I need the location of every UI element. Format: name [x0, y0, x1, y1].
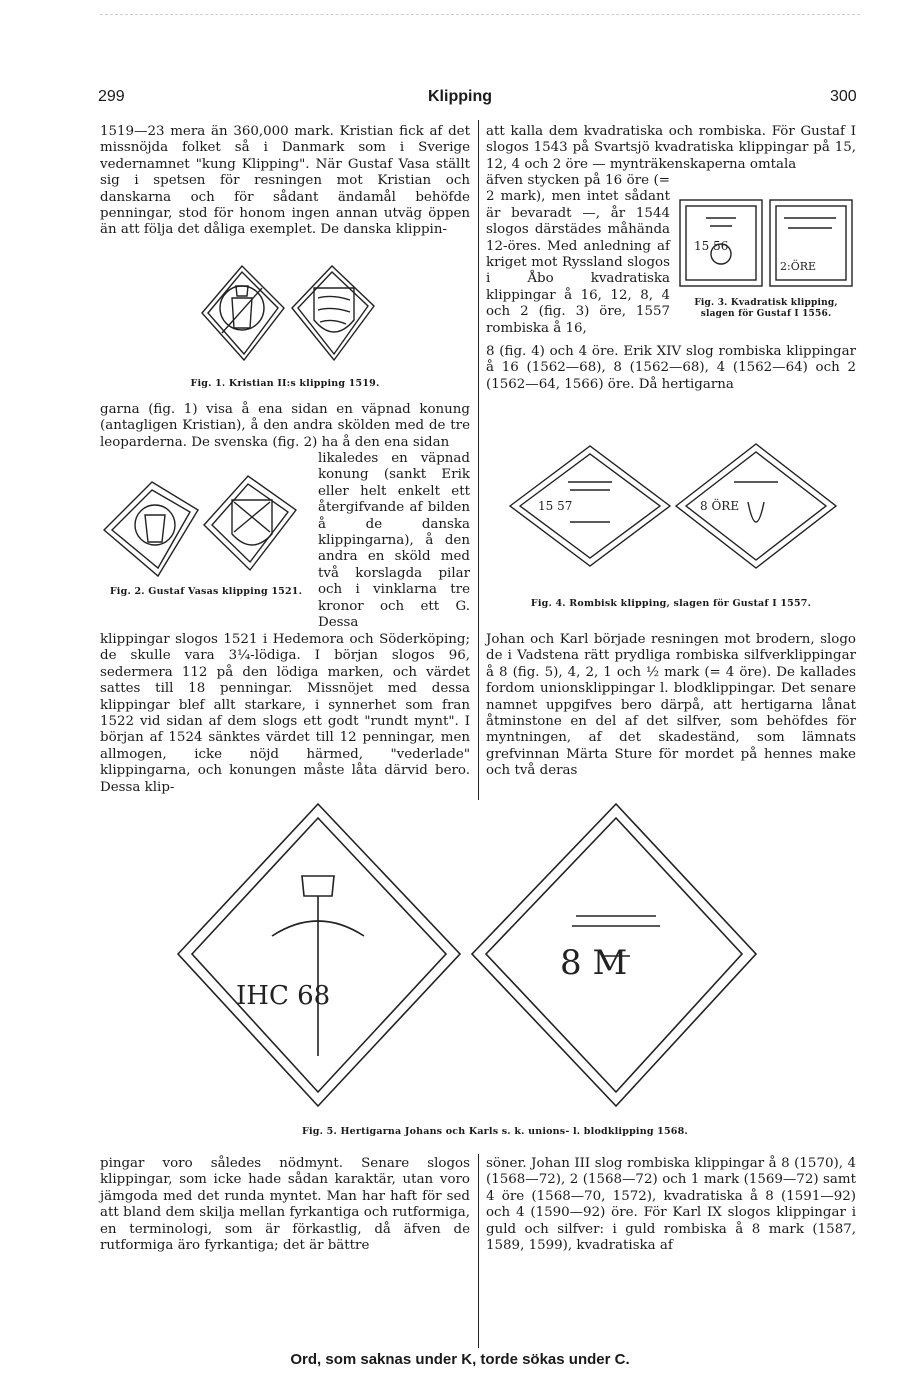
running-head: Klipping — [428, 88, 492, 105]
left-paragraph-4: klippingar slogos 1521 i Hedemora och Söderköping; de skulle vara 3¼-lödiga. I början slogos 96, sedermera 112 på den lödiga marken, och värdet sattes till 18 penningar. Missnöjet med dessa klippingar blef allt starkare, i synnerhet som fran 1522 vid sidan af dem slogs ett godt "rundt mynt". I början af 1524 sänktes värdet till 12 penningar, men allmogen, icke nöjd härmed, "vederlade" klippingarna, och konungen måste låta därvid bero. Dessa klip- — [100, 632, 470, 795]
left-paragraph-3: likaledes en väpnad konung (sankt Erik eller helt enkelt ett återgifvande af bilden å de danska klippingarna), å den andra en sköld med två korslagda pilar och i vinklarna tre kronor och ett G. Dessa — [318, 451, 470, 631]
footer-note: Ord, som saknas under K, torde sökas under C. — [290, 1351, 630, 1368]
column-rule — [478, 120, 479, 800]
fig5-caption: Fig. 5. Hertigarna Johans och Karls s. k. unions- l. blodklipping 1568. — [302, 1126, 688, 1137]
left-paragraph-1: 1519—23 mera än 360,000 mark. Kristian fick af det missnöjda folket så i Danmark som i Sverige vedernamnet "kung Klipping". När Gustaf Vasa ställt sig i spetsen för resningen mot Kristian och danskarna och för sådant ändamål behöfde penningar, stod för honom ingen annan utväg öppen än att följa det dåliga exemplet. De danska klippin- — [100, 124, 470, 238]
fig3-left-mark: 15 56 — [694, 239, 729, 253]
fig3-caption: Fig. 3. Kvadratisk klipping, slagen för Gustaf I 1556. — [694, 298, 838, 319]
page-number-right: 300 — [830, 88, 857, 105]
top-border — [100, 14, 860, 15]
left-paragraph-2: garna (fig. 1) visa å ena sidan en väpnad konung (antagligen Kristian), å den andra skölden med de tre leoparderna. De svenska (fig. 2) ha å den ena sidan — [100, 402, 470, 450]
fig2-coins — [100, 470, 310, 580]
fig5-right-mark: 8 M — [560, 943, 628, 983]
fig3-coins — [676, 196, 856, 290]
fig4-coins — [508, 442, 838, 590]
fig2-caption: Fig. 2. Gustaf Vasas klipping 1521. — [109, 586, 303, 597]
bottom-right-paragraph: söner. Johan III slog rombiska klippingar å 8 (1570), 4 (1568—72), 2 (1568—72) och 1 mark (1569—72) samt 4 öre (1568—70, 1572), kvadratiska å 8 (1591—92) och 4 (1590—92) öre. För Karl IX slogos klippingar i guld och silfver: i guld rombiska å 8 mark (1587, 1589, 1599), kvadratiska af — [486, 1156, 856, 1254]
fig4-left-mark: 15 57 — [538, 499, 573, 513]
right-paragraph-1-top: att kalla dem kvadratiska och rombiska. För Gustaf I slogos 1543 på Svartsjö kvadratiska klippingar på 15, 12, 4 och 2 öre — mynträkenskaperna omtala — [486, 124, 856, 172]
fig4-caption: Fig. 4. Rombisk klipping, slagen för Gustaf I 1557. — [530, 598, 812, 609]
fig4-right-mark: 8 ÖRE — [700, 499, 740, 513]
page-number-left: 299 — [98, 88, 125, 105]
fig3-right-mark: 2:ÖRE — [780, 260, 817, 273]
right-paragraph-2: Johan och Karl började resningen mot brodern, slogo de i Vadstena rätt prydliga rombiska silfverklippingar å 8 (fig. 5), 4, 2, 1 och ½ mark (= 4 öre). De kallades fordom unionsklippingar l. blodklippingar. Det senare namnet uppgifves bero därpå, att hertigarna lånat åtminstone en del af det silfver, som behöfdes för myntningen, af det skadeständ, som lämnats grefvinnan Märta Sture för mordet på hennes make och två deras — [486, 632, 856, 779]
fig1-coins — [192, 258, 382, 368]
fig1-caption: Fig. 1. Kristian II:s klipping 1519. — [190, 378, 380, 389]
bottom-left-paragraph: pingar voro således nödmynt. Senare slogos klippingar, som icke hade sådan karaktär, utan voro jämgoda med det runda myntet. Man har haft för sed att bland dem skilja mellan fyrkantiga och rutformiga, en terminologi, som är förkastlig, då äfven de rutformiga äro fyrkantiga; det är bättre — [100, 1156, 470, 1254]
right-paragraph-1-wrap: äfven stycken på 16 öre (= 2 mark), men intet sådant är bevaradt —, år 1544 slogos därstädes måhända 12-öres. Med anledning af kriget mot Ryssland slogos i Åbo kvadratiska klippingar å 16, 12, 8, 4 och 2 (fig. 3) öre, 1557 rombiska å 16, — [486, 173, 670, 336]
fig5-left-mark: IHC 68 — [236, 981, 331, 1011]
fig5-coins — [172, 796, 762, 1116]
column-rule-lower — [478, 1154, 479, 1348]
right-paragraph-1-bottom: 8 (fig. 4) och 4 öre. Erik XIV slog rombiska klippingar å 16 (1562—68), 8 (1562—68), 4 (1562—64) och 2 (1562—64, 1566) öre. Då hertigarna — [486, 344, 856, 392]
